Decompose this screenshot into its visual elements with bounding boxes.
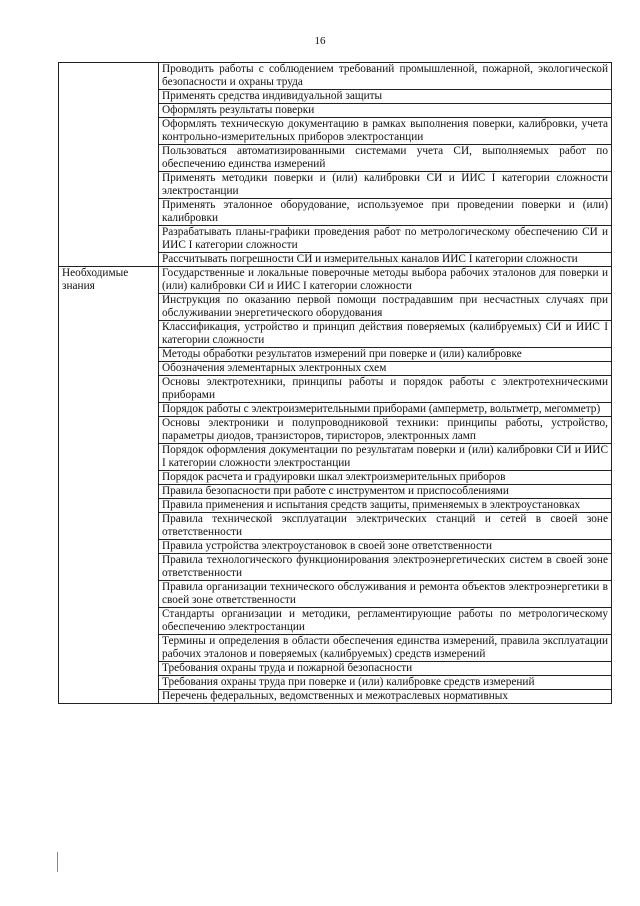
knowledge-item: Правила устройства электроустановок в своей зоне ответственности <box>159 540 612 554</box>
skill-item: Применять средства индивидуальной защиты <box>159 90 612 104</box>
skill-item: Оформлять результаты поверки <box>159 104 612 118</box>
knowledge-item: Порядок расчета и градуировки шкал электроизмерительных приборов <box>159 471 612 485</box>
skill-item: Применять эталонное оборудование, используемое при проведении поверки и (или) калибровки <box>159 199 612 226</box>
knowledge-item: Обозначения элементарных электронных схем <box>159 362 612 376</box>
table-row <box>59 267 612 294</box>
knowledge-item: Требования охраны труда при поверке и (или) калибровке средств измерений <box>159 676 612 690</box>
knowledge-item: Методы обработки результатов измерений при поверке и (или) калибровке <box>159 348 612 362</box>
knowledge-item: Государственные и локальные поверочные методы выбора рабочих эталонов для поверки и (или) калибровки СИ и ИИС I категории сложности <box>159 267 612 294</box>
knowledge-item: Правила технической эксплуатации электрических станций и сетей в своей зоне ответственности <box>159 513 612 540</box>
knowledge-item: Порядок работы с электроизмерительными приборами (амперметр, вольтметр, мегомметр) <box>159 403 612 417</box>
skill-item: Пользоваться автоматизированными системами учета СИ, выполняемых работ по обеспечению единства измерений <box>159 145 612 172</box>
requirements-table-body <box>59 63 612 704</box>
knowledge-item: Правила применения и испытания средств защиты, применяемых в электроустановках <box>159 499 612 513</box>
knowledge-item: Классификация, устройство и принцип действия поверяемых (калибруемых) СИ и ИИС I категории сложности <box>159 321 612 348</box>
knowledge-item: Основы электротехники, принципы работы и порядок работы с электротехническими приборами <box>159 376 612 403</box>
skill-item: Разрабатывать планы-графики проведения работ по метрологическому обеспечению СИ и ИИС I категории сложности <box>159 226 612 253</box>
skills-label-cell <box>59 63 159 267</box>
knowledge-item: Стандарты организации и методики, регламентирующие работы по метрологическому обеспечению электростанции <box>159 608 612 635</box>
skill-item: Применять методики поверки и (или) калибровки СИ и ИИС I категории сложности электростанции <box>159 172 612 199</box>
knowledge-item: Правила организации технического обслуживания и ремонта объектов электроэнергетики в своей зоне ответственности <box>159 581 612 608</box>
skill-item: Проводить работы с соблюдением требований промышленной, пожарной, экологической безопасности и охраны труда <box>159 63 612 90</box>
knowledge-item: Инструкция по оказанию первой помощи пострадавшим при несчастных случаях при обслуживании энергетического оборудования <box>159 294 612 321</box>
page-number: 16 <box>314 35 326 47</box>
knowledge-item: Основы электроники и полупроводниковой техники: принципы работы, устройство, параметры диодов, транзисторов, тиристоров, электронных ламп <box>159 417 612 444</box>
skill-item: Рассчитывать погрешности СИ и измерительных каналов ИИС I категории сложности <box>159 253 612 267</box>
knowledge-item: Термины и определения в области обеспечения единства измерений, правила эксплуатации рабочих эталонов и поверяемых (калибруемых) средств измерений <box>159 635 612 662</box>
knowledge-item: Порядок оформления документации по результатам поверки и (или) калибровки СИ и ИИС I категории сложности электростанции <box>159 444 612 471</box>
knowledge-item: Правила безопасности при работе с инструментом и приспособлениями <box>159 485 612 499</box>
knowledge-item: Правила технологического функционирования электроэнергетических систем в своей зоне ответственности <box>159 554 612 581</box>
requirements-table <box>58 62 612 704</box>
knowledge-item: Перечень федеральных, ведомственных и межотраслевых нормативных <box>159 690 612 704</box>
knowledge-label-cell: Необходимые знания <box>59 267 159 704</box>
table-row <box>59 63 612 90</box>
margin-line <box>57 852 58 872</box>
knowledge-item: Требования охраны труда и пожарной безопасности <box>159 662 612 676</box>
skill-item: Оформлять техническую документацию в рамках выполнения поверки, калибровки, учета контрольно-измерительных приборов электростанции <box>159 118 612 145</box>
